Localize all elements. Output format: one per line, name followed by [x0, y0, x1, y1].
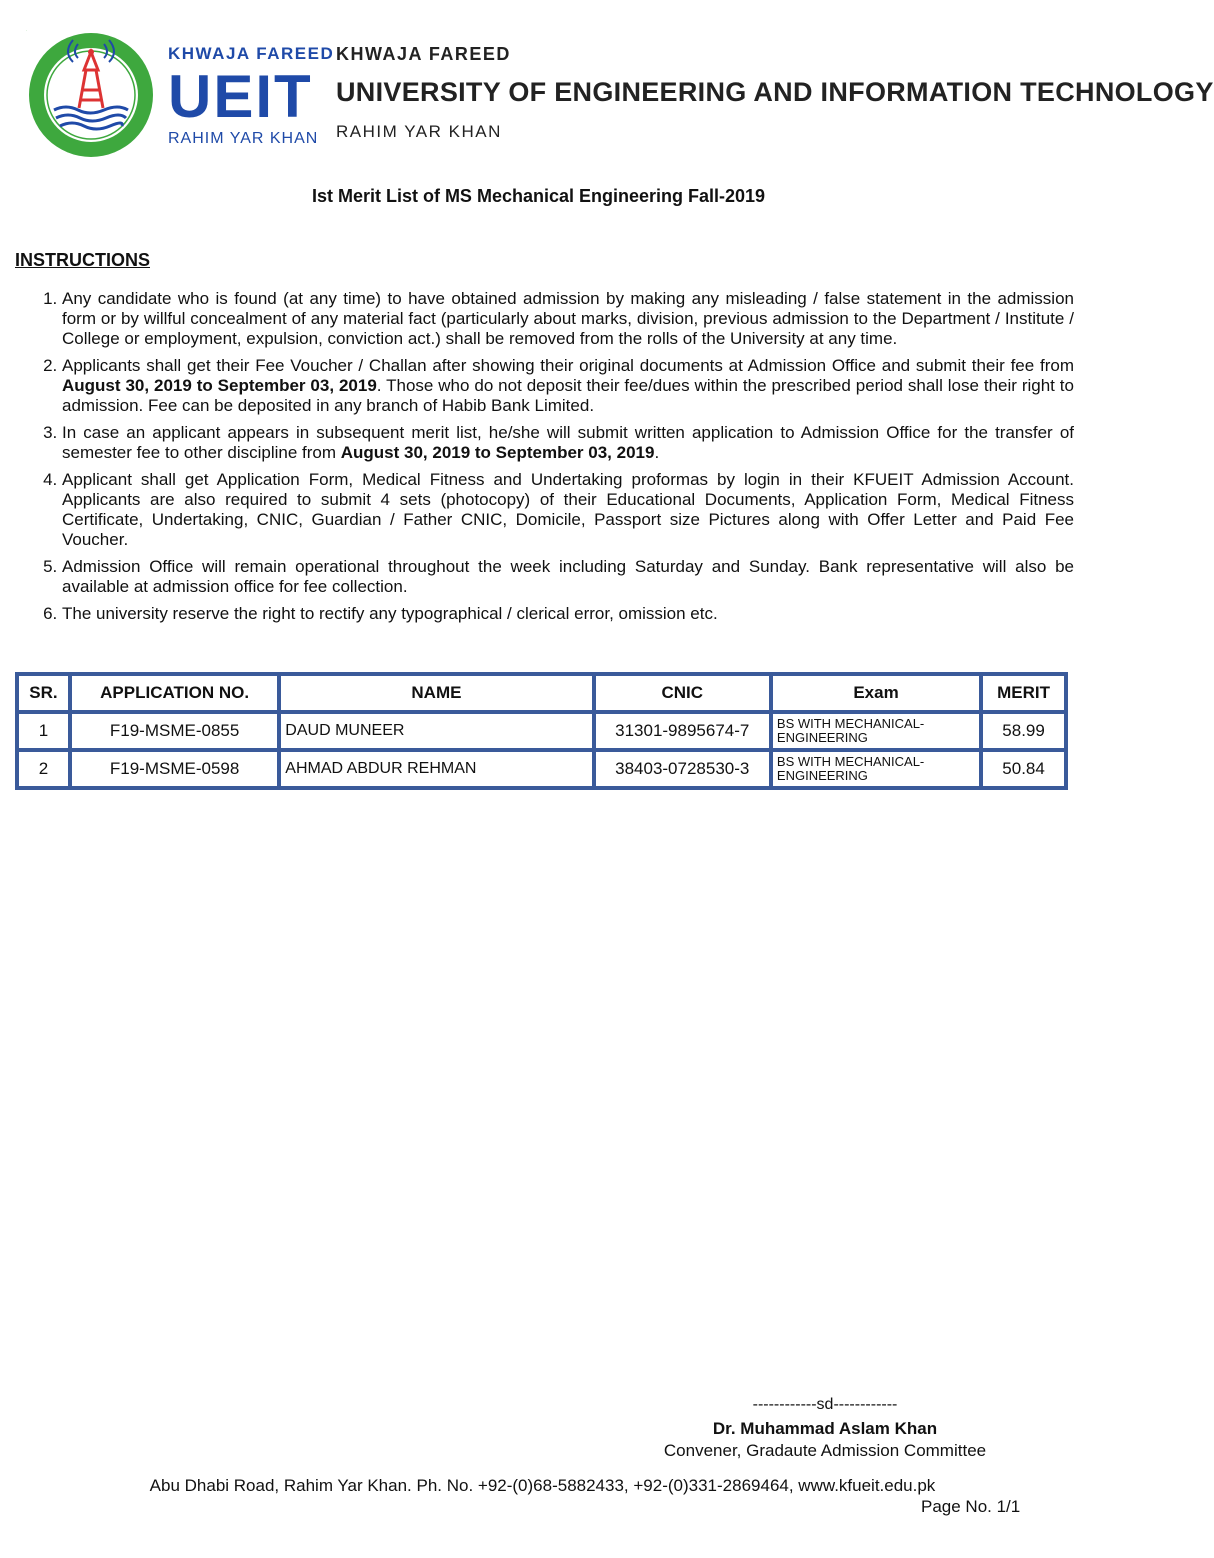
cell-sr: 2	[17, 750, 70, 788]
brand-bottom-text: RAHIM YAR KHAN	[168, 130, 319, 147]
seal-text	[26, 30, 27, 31]
university-seal-icon	[26, 30, 156, 160]
footer-address: Abu Dhabi Road, Rahim Yar Khan. Ph. No. +92-(0)68-5882433, +92-(0)331-2869464, www.kfueit.edu.pk	[149, 1476, 936, 1495]
table-header-row	[17, 674, 1066, 712]
column-header-application-no: APPLICATION NO.	[70, 674, 279, 712]
cell-cnic: 38403-0728530-3	[594, 750, 771, 788]
cell-application-no: F19-MSME-0598	[70, 750, 279, 788]
signer-name: Dr. Muhammad Aslam Khan	[712, 1419, 938, 1438]
column-header-sr: SR.	[17, 674, 70, 712]
cell-name: AHMAD ABDUR REHMAN	[279, 750, 593, 788]
university-name: UNIVERSITY OF ENGINEERING AND INFORMATION TECHNOLOGY	[336, 77, 1214, 107]
column-header-cnic: CNIC	[594, 674, 771, 712]
document-title: Ist Merit List of MS Mechanical Engineering Fall-2019	[311, 186, 766, 206]
cell-name: DAUD MUNEER	[279, 712, 593, 750]
instructions-heading: INSTRUCTIONS	[15, 250, 150, 270]
cell-exam: BS WITH MECHANICAL-ENGINEERING	[771, 712, 981, 750]
instruction-item: 6. The university reserve the right to rectify any typographical / clerical error, omission etc.	[62, 604, 1074, 624]
table-row	[17, 712, 1066, 750]
instruction-item: 1. Any candidate who is found (at any time) to have obtained admission by making any misleading / false statement in the admission form or by willful concealment of any material fact (particularly about marks, division, previous admission to the Department / Institute / College or employment, expulsion, conviction act.) shall be removed from the rolls of the University at any time.	[62, 289, 1074, 349]
page-number: Page No. 1/1	[921, 1497, 1021, 1516]
column-header-merit: MERIT	[981, 674, 1066, 712]
column-header-name: NAME	[279, 674, 593, 712]
university-name-block	[336, 44, 1214, 142]
table-row	[17, 750, 1066, 788]
brand-logo-text: UEIT	[168, 63, 313, 130]
letterhead	[26, 30, 1214, 170]
column-header-exam: Exam	[771, 674, 981, 712]
instruction-item: 5. Admission Office will remain operational throughout the week including Saturday and Sunday. Bank representative will also be available at admission office for fee collection.	[62, 557, 1074, 597]
university-location: RAHIM YAR KHAN	[336, 122, 502, 141]
instruction-item: 3. In case an applicant appears in subsequent merit list, he/she will submit written application to Admission Office for the transfer of semester fee to other discipline from August 30, 2019 to September 03, 2019.	[62, 423, 1074, 463]
instructions-list	[24, 289, 1074, 631]
brand-block	[168, 44, 335, 148]
signature-sd: ------------sd------------	[752, 1396, 898, 1413]
signer-designation: Convener, Gradaute Admission Committee	[663, 1441, 987, 1460]
cell-application-no: F19-MSME-0855	[70, 712, 279, 750]
university-top-text: KHWAJA FAREED	[336, 44, 511, 64]
cell-sr: 1	[17, 712, 70, 750]
signature-block	[640, 1396, 1010, 1461]
instruction-item: 2. Applicants shall get their Fee Voucher / Challan after showing their original documents at Admission Office and submit their fee from August 30, 2019 to September 03, 2019. Those who do not deposit their fee/dues within the prescribed period shall lose their right to admission. Fee can be deposited in any branch of Habib Bank Limited.	[62, 356, 1074, 416]
cell-merit: 58.99	[981, 712, 1066, 750]
cell-exam: BS WITH MECHANICAL-ENGINEERING	[771, 750, 981, 788]
merit-list-table	[15, 672, 1068, 790]
cell-merit: 50.84	[981, 750, 1066, 788]
instruction-item: 4. Applicant shall get Application Form, Medical Fitness and Undertaking proformas by login in their KFUEIT Admission Account. Applicants are also required to submit 4 sets (photocopy) of their Educational Documents, Application Form, Medical Fitness Certificate, Undertaking, CNIC, Guardian / Father CNIC, Domicile, Passport size Pictures along with Offer Letter and Paid Fee Voucher.	[62, 470, 1074, 550]
cell-cnic: 31301-9895674-7	[594, 712, 771, 750]
brand-top-text: KHWAJA FAREED	[168, 44, 335, 63]
